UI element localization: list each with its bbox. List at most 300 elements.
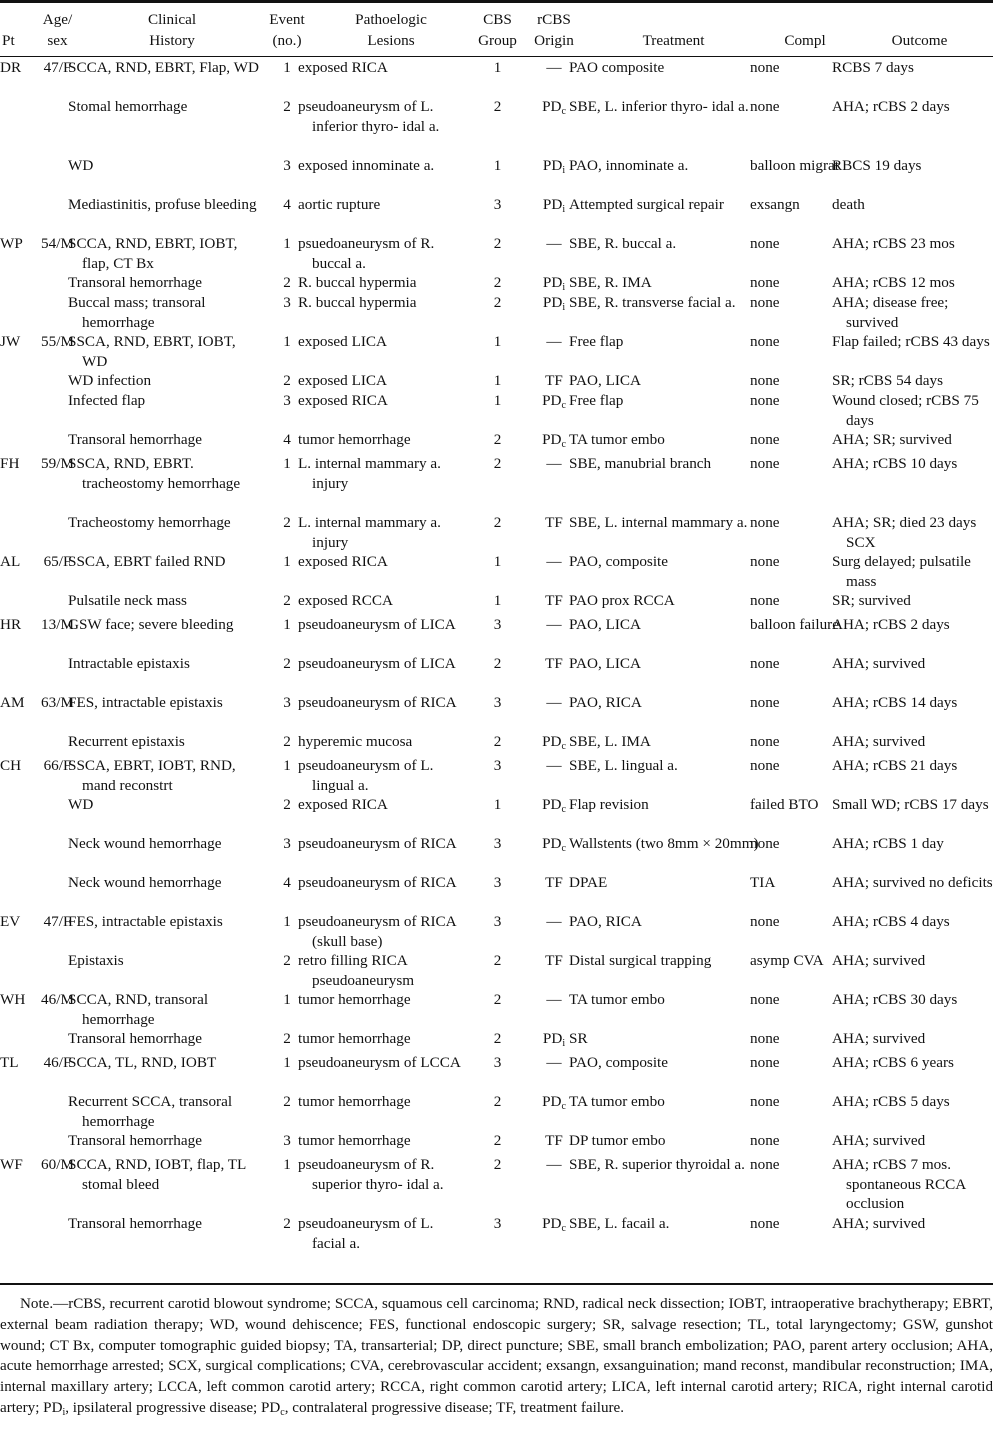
cell-clinical-history: Transoral hemorrhage bbox=[68, 1215, 202, 1232]
cell-outcome: SR; survived bbox=[832, 592, 911, 609]
cell-age-sex: 13/M bbox=[41, 616, 74, 633]
cell-treatment: TA tumor embo bbox=[569, 1093, 665, 1110]
cell-outcome: AHA; rCBS 10 days bbox=[832, 455, 958, 472]
cell-treatment: Free flap bbox=[569, 392, 624, 409]
cell-clinical-history: SSCA, EBRT, IOBT, RND, mand reconstrt bbox=[68, 757, 236, 794]
cell-event: 3 bbox=[283, 294, 291, 311]
cell-compl: none bbox=[750, 372, 780, 389]
cell-treatment: SBE, L. facail a. bbox=[569, 1215, 670, 1232]
cell-clinical-history: Recurrent epistaxis bbox=[68, 733, 185, 750]
cell-outcome: RBCS 19 days bbox=[832, 157, 922, 174]
cell-age-sex: 55/M bbox=[41, 333, 74, 350]
cell-outcome: AHA; rCBS 6 years bbox=[832, 1054, 954, 1071]
cell-treatment: SBE, L. internal mammary a. bbox=[569, 514, 748, 531]
table-row bbox=[0, 990, 993, 1029]
table-row bbox=[0, 873, 993, 912]
cell-cbs-group: 2 bbox=[493, 952, 502, 969]
cell-lesion: pseudoaneurysm of R. superior thyro- idal a. bbox=[298, 1156, 444, 1193]
header-outcome: Outcome bbox=[891, 32, 948, 49]
cell-pt bbox=[0, 1092, 33, 1131]
cell-lesion: R. buccal hypermia bbox=[298, 294, 417, 311]
cell-compl: balloon failure bbox=[750, 616, 839, 633]
cell-lesion: tumor hemorrhage bbox=[298, 991, 411, 1008]
cell-age-sex: 47/F bbox=[43, 59, 72, 76]
cell-lesion: R. buccal hypermia bbox=[298, 274, 417, 291]
cell-event: 2 bbox=[283, 655, 291, 672]
cell-cbs-group: 1 bbox=[493, 796, 502, 813]
cell-lesion: pseudoaneurysm of RICA (skull base) bbox=[298, 913, 456, 950]
cell-event: 2 bbox=[283, 796, 291, 813]
cell-treatment: PAO, RICA bbox=[569, 913, 642, 930]
cell-clinical-history: Tracheostomy hemorrhage bbox=[68, 514, 231, 531]
cell-outcome: AHA; rCBS 23 mos bbox=[832, 235, 955, 252]
cell-rcbs-origin: — bbox=[546, 235, 562, 252]
table-row bbox=[0, 834, 993, 873]
cell-pt bbox=[0, 371, 33, 391]
cell-outcome: AHA; rCBS 30 days bbox=[832, 991, 958, 1008]
cell-cbs-group: 2 bbox=[493, 1030, 502, 1047]
table-row bbox=[0, 156, 993, 195]
cell-compl: none bbox=[750, 592, 780, 609]
cell-lesion: pseudoaneurysm of L. facial a. bbox=[298, 1215, 434, 1252]
cell-compl: none bbox=[750, 431, 780, 448]
cell-outcome: AHA; rCBS 4 days bbox=[832, 913, 950, 930]
cell-outcome: AHA; survived bbox=[832, 1215, 926, 1232]
cell-rcbs-origin: — bbox=[546, 455, 562, 472]
cell-clinical-history: Epistaxis bbox=[68, 952, 124, 969]
cell-treatment: PAO, composite bbox=[569, 553, 669, 570]
cell-lesion: exposed RICA bbox=[298, 59, 388, 76]
header-lesions: Pathoelogic Lesions bbox=[355, 11, 427, 49]
cell-pt bbox=[0, 391, 33, 430]
cell-event: 2 bbox=[283, 514, 291, 531]
cell-compl: exsangn bbox=[750, 196, 800, 213]
cell-compl: none bbox=[750, 553, 780, 570]
table-row bbox=[0, 293, 993, 332]
table-row bbox=[0, 756, 993, 795]
cell-clinical-history: SCCA, RND, EBRT, IOBT, flap, CT Bx bbox=[68, 235, 238, 272]
cell-compl: none bbox=[750, 514, 780, 531]
cell-event: 3 bbox=[283, 392, 291, 409]
cell-cbs-group: 2 bbox=[493, 431, 502, 448]
cell-cbs-group: 2 bbox=[493, 274, 502, 291]
cell-rcbs-origin: $PD_i$ bbox=[542, 1030, 566, 1049]
cell-clinical-history: Transoral hemorrhage bbox=[68, 431, 202, 448]
cell-pt bbox=[0, 834, 33, 873]
cell-cbs-group: 3 bbox=[493, 694, 502, 711]
cell-cbs-group: 1 bbox=[493, 157, 502, 174]
cell-event: 2 bbox=[283, 98, 291, 115]
cell-rcbs-origin: TF bbox=[545, 655, 563, 672]
cell-outcome: Small WD; rCBS 17 days bbox=[832, 796, 989, 813]
cell-cbs-group: 1 bbox=[493, 392, 502, 409]
cell-event: 3 bbox=[283, 1132, 291, 1149]
cell-compl: none bbox=[750, 455, 780, 472]
cell-treatment: DP tumor embo bbox=[569, 1132, 666, 1149]
cell-event: 1 bbox=[283, 333, 291, 350]
cell-compl: none bbox=[750, 1030, 780, 1047]
cell-clinical-history: SCCA, RND, EBRT, Flap, WD bbox=[68, 59, 259, 76]
cell-pt bbox=[0, 1029, 33, 1053]
table-row bbox=[0, 1053, 993, 1092]
cell-cbs-group: 3 bbox=[493, 1054, 502, 1071]
cell-pt: FH bbox=[0, 455, 20, 472]
cell-age-sex: 66/F bbox=[43, 757, 72, 774]
cell-age-sex: 63/M bbox=[41, 694, 74, 711]
cell-outcome: AHA; survived bbox=[832, 733, 926, 750]
cell-pt: WP bbox=[0, 235, 23, 252]
cell-outcome: AHA; rCBS 14 days bbox=[832, 694, 958, 711]
cell-rcbs-origin: $PD_i$ bbox=[542, 274, 566, 293]
cell-pt: AM bbox=[0, 694, 25, 711]
header-cbs-group: CBS Group bbox=[478, 11, 517, 49]
cell-clinical-history: FES, intractable epistaxis bbox=[68, 694, 223, 711]
cell-clinical-history: SSCA, EBRT failed RND bbox=[68, 553, 226, 570]
cell-cbs-group: 2 bbox=[493, 455, 502, 472]
cell-cbs-group: 2 bbox=[493, 733, 502, 750]
cell-rcbs-origin: TF bbox=[545, 874, 563, 891]
cell-treatment: PAO composite bbox=[569, 59, 665, 76]
table-row bbox=[0, 97, 993, 156]
cell-event: 4 bbox=[283, 196, 291, 213]
cell-compl: none bbox=[750, 1215, 780, 1232]
cell-treatment: SBE, L. inferior thyro- idal a. bbox=[569, 98, 749, 115]
cell-rcbs-origin: $PD_c$ bbox=[542, 796, 566, 815]
cell-lesion: exposed LICA bbox=[298, 372, 387, 389]
table-body bbox=[0, 58, 993, 1253]
cell-lesion: tumor hemorrhage bbox=[298, 431, 411, 448]
cell-clinical-history: Neck wound hemorrhage bbox=[68, 835, 222, 852]
cell-treatment: TA tumor embo bbox=[569, 431, 665, 448]
cell-clinical-history: SCCA, RND, IOBT, flap, TL stomal bleed bbox=[68, 1156, 246, 1193]
cell-treatment: SBE, R. transverse facial a. bbox=[569, 294, 736, 311]
cell-compl: asymp CVA bbox=[750, 952, 824, 969]
cell-outcome: AHA; rCBS 21 days bbox=[832, 757, 958, 774]
cell-rcbs-origin: — bbox=[546, 991, 562, 1008]
cell-treatment: Wallstents (two 8mm × 20mm) bbox=[569, 835, 759, 852]
cell-clinical-history: Mediastinitis, profuse bleeding bbox=[68, 196, 257, 213]
cell-clinical-history: Buccal mass; transoral hemorrhage bbox=[68, 294, 206, 331]
cell-treatment: PAO, LICA bbox=[569, 616, 642, 633]
cell-clinical-history: SSCA, RND, EBRT. tracheostomy hemorrhage bbox=[68, 455, 241, 492]
cell-treatment: SBE, R. superior thyroidal a. bbox=[569, 1156, 745, 1173]
cell-lesion: aortic rupture bbox=[298, 196, 381, 213]
cell-rcbs-origin: TF bbox=[545, 1132, 563, 1149]
cell-outcome: AHA; rCBS 1 day bbox=[832, 835, 944, 852]
header-clinical-history: Clinical History bbox=[147, 11, 197, 49]
cell-compl: none bbox=[750, 1156, 780, 1173]
cell-rcbs-origin: — bbox=[546, 694, 562, 711]
cell-outcome: AHA; rCBS 5 days bbox=[832, 1093, 950, 1110]
cell-event: 3 bbox=[283, 157, 291, 174]
cell-outcome: SR; rCBS 54 days bbox=[832, 372, 943, 389]
cell-clinical-history: WD infection bbox=[68, 372, 152, 389]
cell-compl: failed BTO bbox=[750, 796, 819, 813]
cell-outcome: RCBS 7 days bbox=[832, 59, 914, 76]
cell-cbs-group: 2 bbox=[493, 514, 502, 531]
cell-compl: TIA bbox=[750, 874, 776, 891]
cell-treatment: PAO prox RCCA bbox=[569, 592, 675, 609]
cell-compl: none bbox=[750, 1054, 780, 1071]
cell-rcbs-origin: — bbox=[546, 757, 562, 774]
cell-lesion: exposed RICA bbox=[298, 553, 388, 570]
cell-pt bbox=[0, 654, 33, 693]
cell-event: 2 bbox=[283, 1093, 291, 1110]
cell-pt: WH bbox=[0, 991, 26, 1008]
cell-lesion: retro filling RICA pseudoaneurysm bbox=[298, 952, 415, 989]
cell-outcome: AHA; survived bbox=[832, 1132, 926, 1149]
table-row bbox=[0, 430, 993, 454]
cell-event: 2 bbox=[283, 952, 291, 969]
cell-cbs-group: 2 bbox=[493, 98, 502, 115]
cell-lesion: tumor hemorrhage bbox=[298, 1132, 411, 1149]
cell-cbs-group: 1 bbox=[493, 59, 502, 76]
table-row bbox=[0, 58, 993, 97]
cell-treatment: SBE, manubrial branch bbox=[569, 455, 712, 472]
cell-clinical-history: WD bbox=[68, 157, 94, 174]
cell-clinical-history: Neck wound hemorrhage bbox=[68, 874, 222, 891]
cell-event: 3 bbox=[283, 694, 291, 711]
cell-lesion: tumor hemorrhage bbox=[298, 1093, 411, 1110]
cell-pt: TL bbox=[0, 1054, 19, 1071]
cell-rcbs-origin: — bbox=[546, 616, 562, 633]
cell-compl: none bbox=[750, 1132, 780, 1149]
cell-pt: DR bbox=[0, 59, 22, 76]
header-row bbox=[0, 8, 993, 58]
cell-event: 4 bbox=[283, 431, 291, 448]
cell-compl: none bbox=[750, 991, 780, 1008]
cell-age-sex: 65/F bbox=[43, 553, 72, 570]
cell-event: 1 bbox=[283, 235, 291, 252]
cell-cbs-group: 3 bbox=[493, 1215, 502, 1232]
table-row bbox=[0, 1092, 993, 1131]
cell-pt bbox=[0, 195, 33, 234]
cell-cbs-group: 3 bbox=[493, 757, 502, 774]
cell-cbs-group: 1 bbox=[493, 553, 502, 570]
cell-event: 2 bbox=[283, 733, 291, 750]
cell-rcbs-origin: $PD_i$ bbox=[542, 196, 566, 215]
cell-pt bbox=[0, 430, 33, 454]
cell-pt bbox=[0, 795, 33, 834]
cell-treatment: PAO, LICA bbox=[569, 655, 642, 672]
cell-cbs-group: 1 bbox=[493, 333, 502, 350]
cell-cbs-group: 3 bbox=[493, 913, 502, 930]
cell-treatment: SBE, R. buccal a. bbox=[569, 235, 677, 252]
cell-outcome: Wound closed; rCBS 75 days bbox=[832, 392, 979, 429]
cell-pt bbox=[0, 873, 33, 912]
cell-rcbs-origin: $PD_i$ bbox=[542, 294, 566, 313]
table-row bbox=[0, 1155, 993, 1214]
cell-cbs-group: 2 bbox=[493, 235, 502, 252]
table-row bbox=[0, 951, 993, 990]
cell-pt: AL bbox=[0, 553, 21, 570]
cell-treatment: Distal surgical trapping bbox=[569, 952, 712, 969]
cell-treatment: Free flap bbox=[569, 333, 624, 350]
cell-event: 2 bbox=[283, 274, 291, 291]
cell-treatment: SBE, R. IMA bbox=[569, 274, 652, 291]
cell-pt bbox=[0, 156, 33, 195]
cell-rcbs-origin: $PD_c$ bbox=[542, 1093, 566, 1112]
cell-treatment: PAO, composite bbox=[569, 1054, 669, 1071]
cell-cbs-group: 2 bbox=[493, 1093, 502, 1110]
cell-rcbs-origin: $PD_c$ bbox=[542, 1215, 566, 1234]
clinical-table bbox=[0, 8, 993, 1253]
cell-cbs-group: 3 bbox=[493, 196, 502, 213]
cell-outcome: AHA; rCBS 2 days bbox=[832, 616, 950, 633]
header-rcbs-origin: rCBS Origin bbox=[534, 11, 574, 49]
bottom-rule bbox=[0, 1283, 993, 1285]
cell-clinical-history: SSCA, RND, EBRT, IOBT, WD bbox=[68, 333, 236, 370]
cell-outcome: AHA; survived bbox=[832, 952, 926, 969]
cell-rcbs-origin: — bbox=[546, 59, 562, 76]
cell-cbs-group: 2 bbox=[493, 1156, 502, 1173]
cell-lesion: tumor hemorrhage bbox=[298, 1030, 411, 1047]
cell-rcbs-origin: — bbox=[546, 913, 562, 930]
cell-rcbs-origin: — bbox=[546, 1156, 562, 1173]
cell-pt bbox=[0, 951, 33, 990]
cell-compl: none bbox=[750, 59, 780, 76]
cell-pt: HR bbox=[0, 616, 22, 633]
cell-event: 1 bbox=[283, 991, 291, 1008]
cell-clinical-history: Pulsatile neck mass bbox=[68, 592, 187, 609]
header-treatment: Treatment bbox=[642, 32, 705, 49]
cell-compl: none bbox=[750, 98, 780, 115]
cell-treatment: Flap revision bbox=[569, 796, 649, 813]
cell-lesion: pseudoaneurysm of LICA bbox=[298, 616, 456, 633]
cell-treatment: DPAE bbox=[569, 874, 608, 891]
cell-pt bbox=[0, 97, 33, 156]
cell-outcome: AHA; SR; survived bbox=[832, 431, 952, 448]
cell-cbs-group: 3 bbox=[493, 835, 502, 852]
cell-compl: none bbox=[750, 757, 780, 774]
cell-treatment: PAO, RICA bbox=[569, 694, 642, 711]
cell-cbs-group: 2 bbox=[493, 655, 502, 672]
cell-cbs-group: 2 bbox=[493, 1132, 502, 1149]
cell-outcome: AHA; rCBS 12 mos bbox=[832, 274, 955, 291]
cell-outcome: AHA; SR; died 23 days SCX bbox=[832, 514, 977, 551]
cell-outcome: AHA; survived bbox=[832, 655, 926, 672]
cell-compl: none bbox=[750, 913, 780, 930]
cell-cbs-group: 2 bbox=[493, 991, 502, 1008]
cell-compl: none bbox=[750, 274, 780, 291]
table-row bbox=[0, 454, 993, 513]
cell-clinical-history: SCCA, RND, transoral hemorrhage bbox=[68, 991, 209, 1028]
cell-event: 2 bbox=[283, 1030, 291, 1047]
table-row bbox=[0, 332, 993, 371]
cell-event: 1 bbox=[283, 59, 291, 76]
cell-rcbs-origin: $PD_i$ bbox=[542, 157, 566, 176]
cell-lesion: pseudoaneurysm of LCCA bbox=[298, 1054, 461, 1071]
cell-pt bbox=[0, 293, 33, 332]
cell-clinical-history: WD bbox=[68, 796, 94, 813]
table-row bbox=[0, 552, 993, 591]
cell-pt bbox=[0, 513, 33, 552]
cell-lesion: exposed innominate a. bbox=[298, 157, 435, 174]
cell-age-sex: 59/M bbox=[41, 455, 74, 472]
cell-cbs-group: 3 bbox=[493, 616, 502, 633]
table-row bbox=[0, 615, 993, 654]
cell-age-sex: 46/M bbox=[41, 991, 74, 1008]
cell-cbs-group: 1 bbox=[493, 592, 502, 609]
header-compl: Compl bbox=[784, 32, 826, 49]
table-row bbox=[0, 1029, 993, 1053]
table-row bbox=[0, 1131, 993, 1155]
cell-event: 2 bbox=[283, 1215, 291, 1232]
cell-outcome: Surg delayed; pulsatile mass bbox=[832, 553, 971, 590]
cell-rcbs-origin: $PD_c$ bbox=[542, 733, 566, 752]
header-event: Event (no.) bbox=[269, 11, 305, 49]
cell-lesion: exposed RCCA bbox=[298, 592, 393, 609]
cell-event: 1 bbox=[283, 455, 291, 472]
cell-outcome: AHA; survived bbox=[832, 1030, 926, 1047]
cell-clinical-history: Stomal hemorrhage bbox=[68, 98, 188, 115]
cell-event: 4 bbox=[283, 874, 291, 891]
cell-clinical-history: Infected flap bbox=[68, 392, 146, 409]
cell-lesion: exposed RICA bbox=[298, 392, 388, 409]
table-row bbox=[0, 234, 993, 273]
cell-rcbs-origin: $PD_c$ bbox=[542, 835, 566, 854]
header-pt: Pt bbox=[2, 32, 15, 49]
cell-rcbs-origin: TF bbox=[545, 592, 563, 609]
cell-compl: none bbox=[750, 694, 780, 711]
table-row bbox=[0, 1214, 993, 1253]
cell-rcbs-origin: — bbox=[546, 333, 562, 350]
cell-pt bbox=[0, 273, 33, 293]
cell-treatment: SR bbox=[569, 1030, 588, 1047]
cell-clinical-history: Recurrent SCCA, transoral hemorrhage bbox=[68, 1093, 233, 1130]
cell-rcbs-origin: $PD_c$ bbox=[542, 431, 566, 450]
cell-pt bbox=[0, 591, 33, 615]
cell-compl: none bbox=[750, 733, 780, 750]
table-row bbox=[0, 195, 993, 234]
table-row bbox=[0, 732, 993, 756]
cell-outcome: AHA; disease free; survived bbox=[832, 294, 949, 331]
cell-pt bbox=[0, 732, 33, 756]
cell-outcome: AHA; rCBS 2 days bbox=[832, 98, 950, 115]
cell-lesion: pseudoaneurysm of L. inferior thyro- idal a. bbox=[298, 98, 440, 135]
cell-treatment: PAO, innominate a. bbox=[569, 157, 689, 174]
cell-compl: none bbox=[750, 655, 780, 672]
cell-pt: JW bbox=[0, 333, 21, 350]
cell-lesion: pseudoaneurysm of LICA bbox=[298, 655, 456, 672]
top-rule bbox=[0, 0, 993, 3]
cell-treatment: TA tumor embo bbox=[569, 991, 665, 1008]
cell-lesion: pseudoaneurysm of L. lingual a. bbox=[298, 757, 434, 794]
cell-rcbs-origin: TF bbox=[545, 952, 563, 969]
cell-pt bbox=[0, 1131, 33, 1155]
cell-rcbs-origin: $PD_c$ bbox=[542, 392, 566, 411]
table-row bbox=[0, 654, 993, 693]
cell-treatment: Attempted surgical repair bbox=[569, 196, 724, 213]
cell-clinical-history: SCCA, TL, RND, IOBT bbox=[68, 1054, 217, 1071]
cell-age-sex: 46/F bbox=[43, 1054, 72, 1071]
cell-event: 3 bbox=[283, 835, 291, 852]
table-row bbox=[0, 693, 993, 732]
table-row bbox=[0, 513, 993, 552]
cell-event: 1 bbox=[283, 757, 291, 774]
cell-compl: none bbox=[750, 294, 780, 311]
cell-clinical-history: Transoral hemorrhage bbox=[68, 1030, 202, 1047]
cell-compl: none bbox=[750, 392, 780, 409]
cell-rcbs-origin: TF bbox=[545, 372, 563, 389]
table-row bbox=[0, 591, 993, 615]
table-row bbox=[0, 371, 993, 391]
cell-clinical-history: Intractable epistaxis bbox=[68, 655, 190, 672]
cell-pt: EV bbox=[0, 913, 21, 930]
cell-lesion: pseudoaneurysm of RICA bbox=[298, 835, 457, 852]
cell-compl: none bbox=[750, 235, 780, 252]
cell-cbs-group: 2 bbox=[493, 294, 502, 311]
